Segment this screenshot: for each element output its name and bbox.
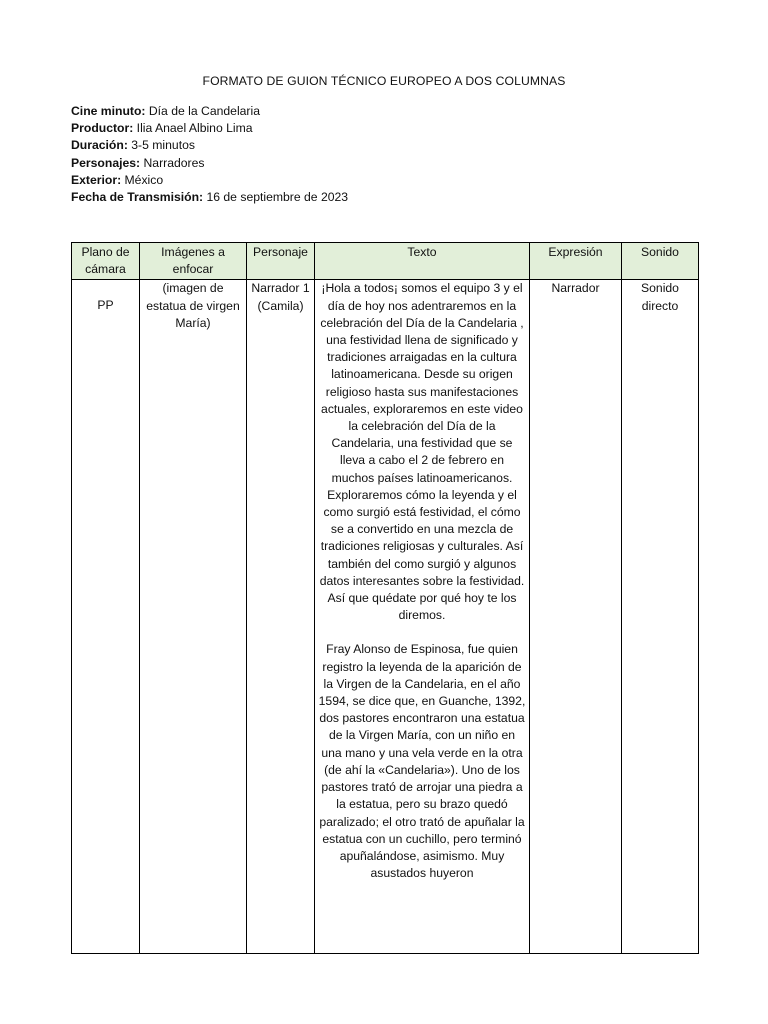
meta-value: México (121, 172, 164, 187)
cell-sonido: Sonido directo (622, 280, 699, 954)
cell-expresion: Narrador (530, 280, 622, 954)
meta-productor: Productor: Ilia Anael Albino Lima (71, 121, 253, 136)
meta-exterior: Exterior: México (71, 172, 164, 187)
page-title: FORMATO DE GUION TÉCNICO EUROPEO A DOS COLUMNAS (202, 74, 566, 88)
header-expresion: Expresión (530, 243, 622, 280)
meta-value: Día de la Candelaria (145, 104, 260, 118)
header-imagenes-enfocar: Imágenes a enfocar (140, 243, 247, 280)
header-sonido: Sonido (622, 243, 699, 280)
meta-fecha-transmision (71, 189, 348, 206)
meta-label: Fecha de Transmisión: (71, 190, 204, 205)
header-personaje: Personaje (247, 243, 315, 280)
cell-personaje: Narrador 1 (Camila) (247, 280, 315, 954)
meta-value: Ilia Anael Albino Lima (133, 121, 253, 136)
meta-value: 16 de septiembre de 2023 (203, 190, 349, 205)
meta-label: Exterior (71, 172, 118, 187)
cell-imagenes: (imagen de estatua de virgen María) (140, 280, 247, 954)
cell-texto (315, 280, 530, 954)
script-paragraph: Fray Alonso de Espinosa, fue quien registro la leyenda de la aparición de la Virgen de la Candelaria, en el año 1594, se dice que, en Guanche, 1392, dos pastores encontraron una estatua de la Virgen María, con un niño en una mano y una vela verde en la otra (de ahí la «Candelaria»). Uno de los pastores trató de arrojar una piedra a la estatua, pero su brazo quedó paralizado; el otro trató de apuñalar la estatua con un cuchillo, pero terminó apuñalándose, asimismo. Muy asustados huyeron (318, 642, 526, 881)
header-texto: Texto (315, 243, 530, 280)
meta-label: Duración (71, 138, 124, 153)
meta-label: Cine minuto (71, 104, 142, 118)
table-header-row (72, 243, 699, 280)
header-plano-camara: Plano de cámara (72, 243, 140, 280)
meta-label: Productor (71, 121, 130, 136)
script-paragraph: ¡Hola a todos¡ somos el equipo 3 y el día de hoy nos adentraremos en la celebración del Día de la Candelaria , una festividad llena de significado y tradiciones arraigadas en la cultura latinoamericana. Desde su origen religioso hasta sus manifestaciones actuales, exploraremos en este video la celebración del Día de la Candelaria, una festividad que se lleva a cabo el 2 de febrero en muchos países latinoamericanos. Exploraremos cómo la leyenda y el como surgió está festividad, el cómo se a convertido en una mezcla de tradiciones religiosas y culturales. Así también del como surgió y algunos datos interesantes sobre la festividad. Así que quédate por qué hoy te los diremos. (319, 281, 525, 623)
table-row (72, 280, 699, 954)
metadata-block (71, 103, 348, 206)
meta-label: Personajes (71, 155, 137, 170)
script-table (71, 242, 699, 954)
meta-duracion: Duración: 3-5 minutos (71, 138, 195, 153)
meta-value: Narradores (140, 155, 205, 170)
cell-plano: PP (72, 280, 140, 954)
meta-personajes: Personajes: Narradores (71, 155, 205, 170)
meta-value: 3-5 minutos (127, 138, 195, 153)
meta-cine-minuto: Cine minuto: Día de la Candelaria (71, 104, 260, 118)
